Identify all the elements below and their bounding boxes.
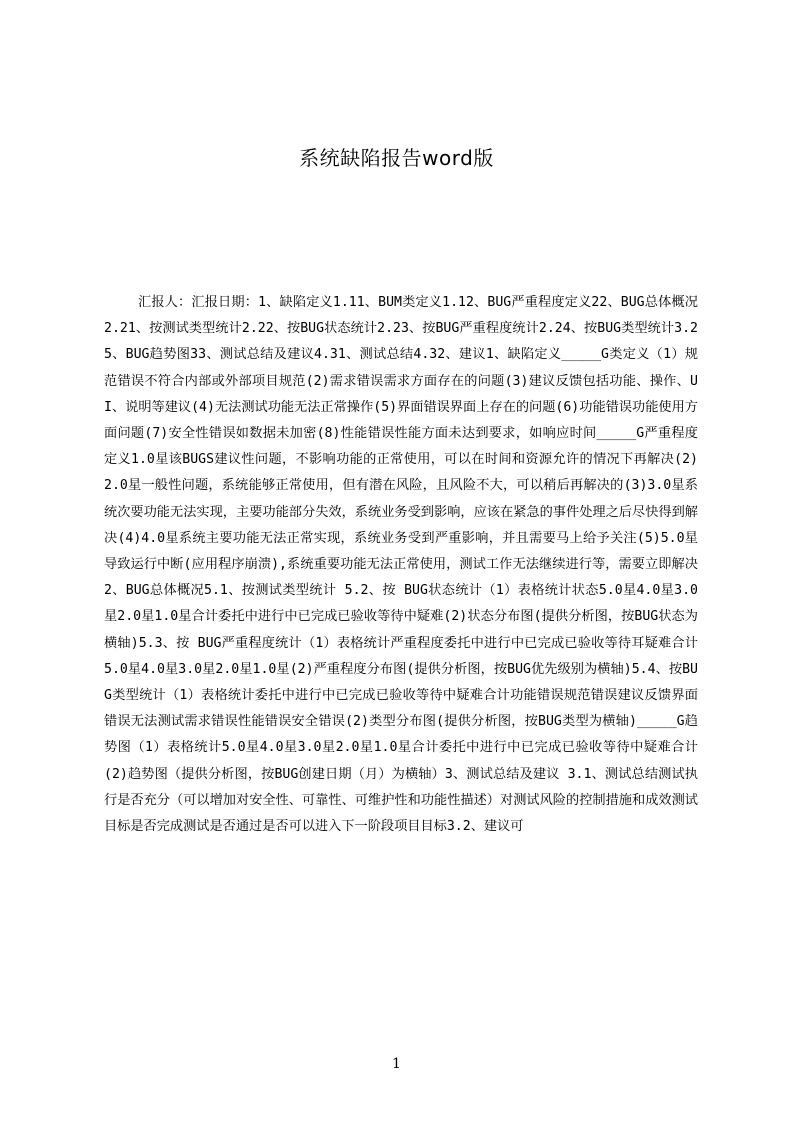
document-title: 系统缺陷报告word版 [299, 146, 494, 170]
document-body-paragraph: 汇报人：汇报日期：1、缺陷定义1.11、BUM类定义1.12、BUG严重程度定义22、BUG总体概况2.21、按测试类型统计2.22、按BUG状态统计2.23、按BUG严重程度统计2.24、按BUG类型统计3.25、BUG趋势图33、测试总结及建议4.31、测试总结4.32、建议1、缺陷定义_____G类定义（1）规范错误不符合内部或外部项目规范(2)需求错误需求方面存在的问题(3)建议反馈包括功能、操作、UI、说明等建议(4)无法测试功能无法正常操作(5)界面错误界面上存在的问题(6)功能错误功能使用方面问题(7)安全性错误如数据未加密(8)性能错误性能方面未达到要求，如响应时间_____G严重程度定义1.0星该BUGS建议性问题，不影响功能的正常使用，可以在时间和资源允许的情况下再解决(2)2.0星一般性问题，系统能够正常使用，但有潜在风险，且风险不大，可以稍后再解决的(3)3.0星系统次要功能无法实现，主要功能部分失效，系统业务受到影响，应该在紧急的事件处理之后尽快得到解决(4)4.0星系统主要功能无法正常实现，系统业务受到严重影响，并且需要马上给予关注(5)5.0星导致运行中断(应用程序崩溃),系统重要功能无法正常使用，测试工作无法继续进行等，需要立即解决2、BUG总体概况5.1、按测试类型统计 5.2、按 BUG状态统计（1）表格统计状态5.0星4.0星3.0星2.0星1.0星合计委托中进行中已完成已验收等待中疑难(2)状态分布图(提供分析图，按BUG状态为横轴)5.3、按 BUG严重程度统计（1）表格统计严重程度委托中进行中已完成已验收等待耳疑难合计5.0星4.0星3.0星2.0星1.0星(2)严重程度分布图(提供分析图，按BUG优先级别为横轴)5.4、按BUG类型统计（1）表格统计委托中进行中已完成已验收等待中疑难合计功能错误规范错误建议反馈界面错误无法测试需求错误性能错误安全错误(2)类型分布图(提供分析图，按BUG类型为横轴)_____G趋势图（1）表格统计5.0星4.0星3.0星2.0星1.0星合计委托中进行中已完成已验收等待中疑难合计(2)趋势图（提供分析图，按BUG创建日期（月）为横轴）3、测试总结及建议 3.1、测试总结测试执行是否充分（可以增加对安全性、可靠性、可维护性和功能性描述）对测试风险的控制措施和成效测试目标是否完成测试是否通过是否可以进入下一阶段项目目标3.2、建议可 [104, 295, 698, 835]
page-number: 1 [392, 1056, 401, 1072]
